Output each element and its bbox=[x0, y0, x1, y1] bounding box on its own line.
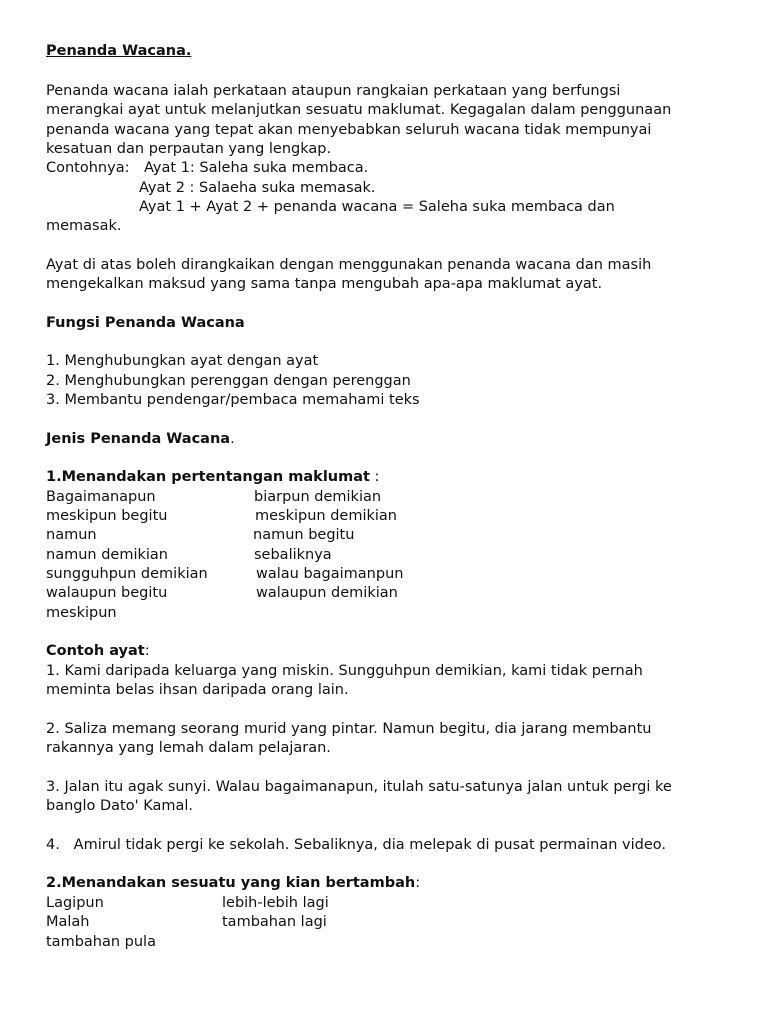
term-list-item: meskipun bbox=[46, 605, 117, 621]
example-sentence-2-line-1: 2. Saliza memang seorang murid yang pintar. Namun begitu, dia jarang membantu bbox=[46, 721, 652, 737]
section-1-heading bbox=[46, 468, 379, 487]
term-list-item: walau bagaimanpun bbox=[256, 566, 404, 582]
example-sentence-3-line-1: 3. Jalan itu agak sunyi. Walau bagaimanapun, itulah satu-satunya jalan untuk pergi ke bbox=[46, 779, 672, 795]
intro-line-1: Penanda wacana ialah perkataan ataupun rangkaian perkataan yang berfungsi bbox=[46, 83, 621, 99]
term-list-item: sungguhpun demikian bbox=[46, 566, 208, 582]
example-sentence-1-line-2: meminta belas ihsan daripada orang lain. bbox=[46, 682, 349, 698]
section-2-heading-text: 2.Menandakan sesuatu yang kian bertambah bbox=[46, 875, 416, 891]
term-list-item: walaupun demikian bbox=[256, 585, 398, 601]
paragraph-2-line-2: mengekalkan maksud yang sama tanpa mengubah apa-apa maklumat ayat. bbox=[46, 276, 603, 292]
paragraph-2-line-1: Ayat di atas boleh dirangkaikan dengan menggunakan penanda wacana dan masih bbox=[46, 257, 652, 273]
example-sentence-4: 4. Amirul tidak pergi ke sekolah. Sebaliknya, dia melepak di pusat permainan video. bbox=[46, 837, 667, 853]
intro-line-2: merangkai ayat untuk melanjutkan sesuatu maklumat. Kegagalan dalam penggunaan bbox=[46, 102, 672, 118]
contoh-heading-text: Contoh ayat bbox=[46, 643, 145, 659]
term-list-item: tambahan lagi bbox=[222, 914, 327, 930]
jenis-heading-dot: . bbox=[230, 431, 235, 447]
example-ayat-combined-cont: memasak. bbox=[46, 218, 122, 234]
term-list-item: Bagaimanapun bbox=[46, 489, 156, 505]
example-ayat-combined: Ayat 1 + Ayat 2 + penanda wacana = Saleha suka membaca dan bbox=[139, 199, 615, 215]
term-list-item: Malah bbox=[46, 914, 90, 930]
jenis-heading-text: Jenis Penanda Wacana bbox=[46, 431, 231, 447]
page-title: Penanda Wacana. bbox=[46, 43, 192, 59]
intro-line-3: penanda wacana yang tepat akan menyebabkan seluruh wacana tidak mempunyai bbox=[46, 122, 652, 138]
term-list-item: namun begitu bbox=[253, 527, 355, 543]
term-list-item: namun demikian bbox=[46, 547, 168, 563]
section-2-heading-colon: : bbox=[415, 875, 421, 891]
section-1-heading-colon: : bbox=[369, 469, 380, 485]
fungsi-heading: Fungsi Penanda Wacana bbox=[46, 315, 245, 331]
contoh-heading bbox=[46, 642, 150, 661]
contoh-heading-colon: : bbox=[144, 643, 150, 659]
term-list-item: walaupun begitu bbox=[46, 585, 168, 601]
example-sentence-3-line-2: banglo Dato' Kamal. bbox=[46, 798, 193, 814]
intro-line-4: kesatuan dan perpautan yang lengkap. bbox=[46, 141, 332, 157]
example-sentence-2-line-2: rakannya yang lemah dalam pelajaran. bbox=[46, 740, 331, 756]
term-list-item: sebaliknya bbox=[254, 547, 332, 563]
section-1-heading-text: 1.Menandakan pertentangan maklumat bbox=[46, 469, 370, 485]
example-ayat-2: Ayat 2 : Salaeha suka memasak. bbox=[139, 180, 376, 196]
term-list-item: biarpun demikian bbox=[254, 489, 382, 505]
fungsi-item-3: 3. Membantu pendengar/pembaca memahami teks bbox=[46, 392, 420, 408]
fungsi-item-2: 2. Menghubungkan perenggan dengan perenggan bbox=[46, 373, 411, 389]
term-list-item: namun bbox=[46, 527, 97, 543]
example-sentence-1-line-1: 1. Kami daripada keluarga yang miskin. Sungguhpun demikian, kami tidak pernah bbox=[46, 663, 643, 679]
term-list-item: Lagipun bbox=[46, 895, 104, 911]
term-list-item: tambahan pula bbox=[46, 934, 156, 950]
term-list-item: lebih-lebih lagi bbox=[222, 895, 329, 911]
example-label: Contohnya: bbox=[46, 160, 130, 176]
section-2-heading bbox=[46, 874, 420, 893]
term-list-item: meskipun begitu bbox=[46, 508, 168, 524]
jenis-heading bbox=[46, 430, 235, 449]
fungsi-item-1: 1. Menghubungkan ayat dengan ayat bbox=[46, 353, 319, 369]
example-ayat-1: Ayat 1: Saleha suka membaca. bbox=[144, 160, 369, 176]
term-list-item: meskipun demikian bbox=[255, 508, 397, 524]
